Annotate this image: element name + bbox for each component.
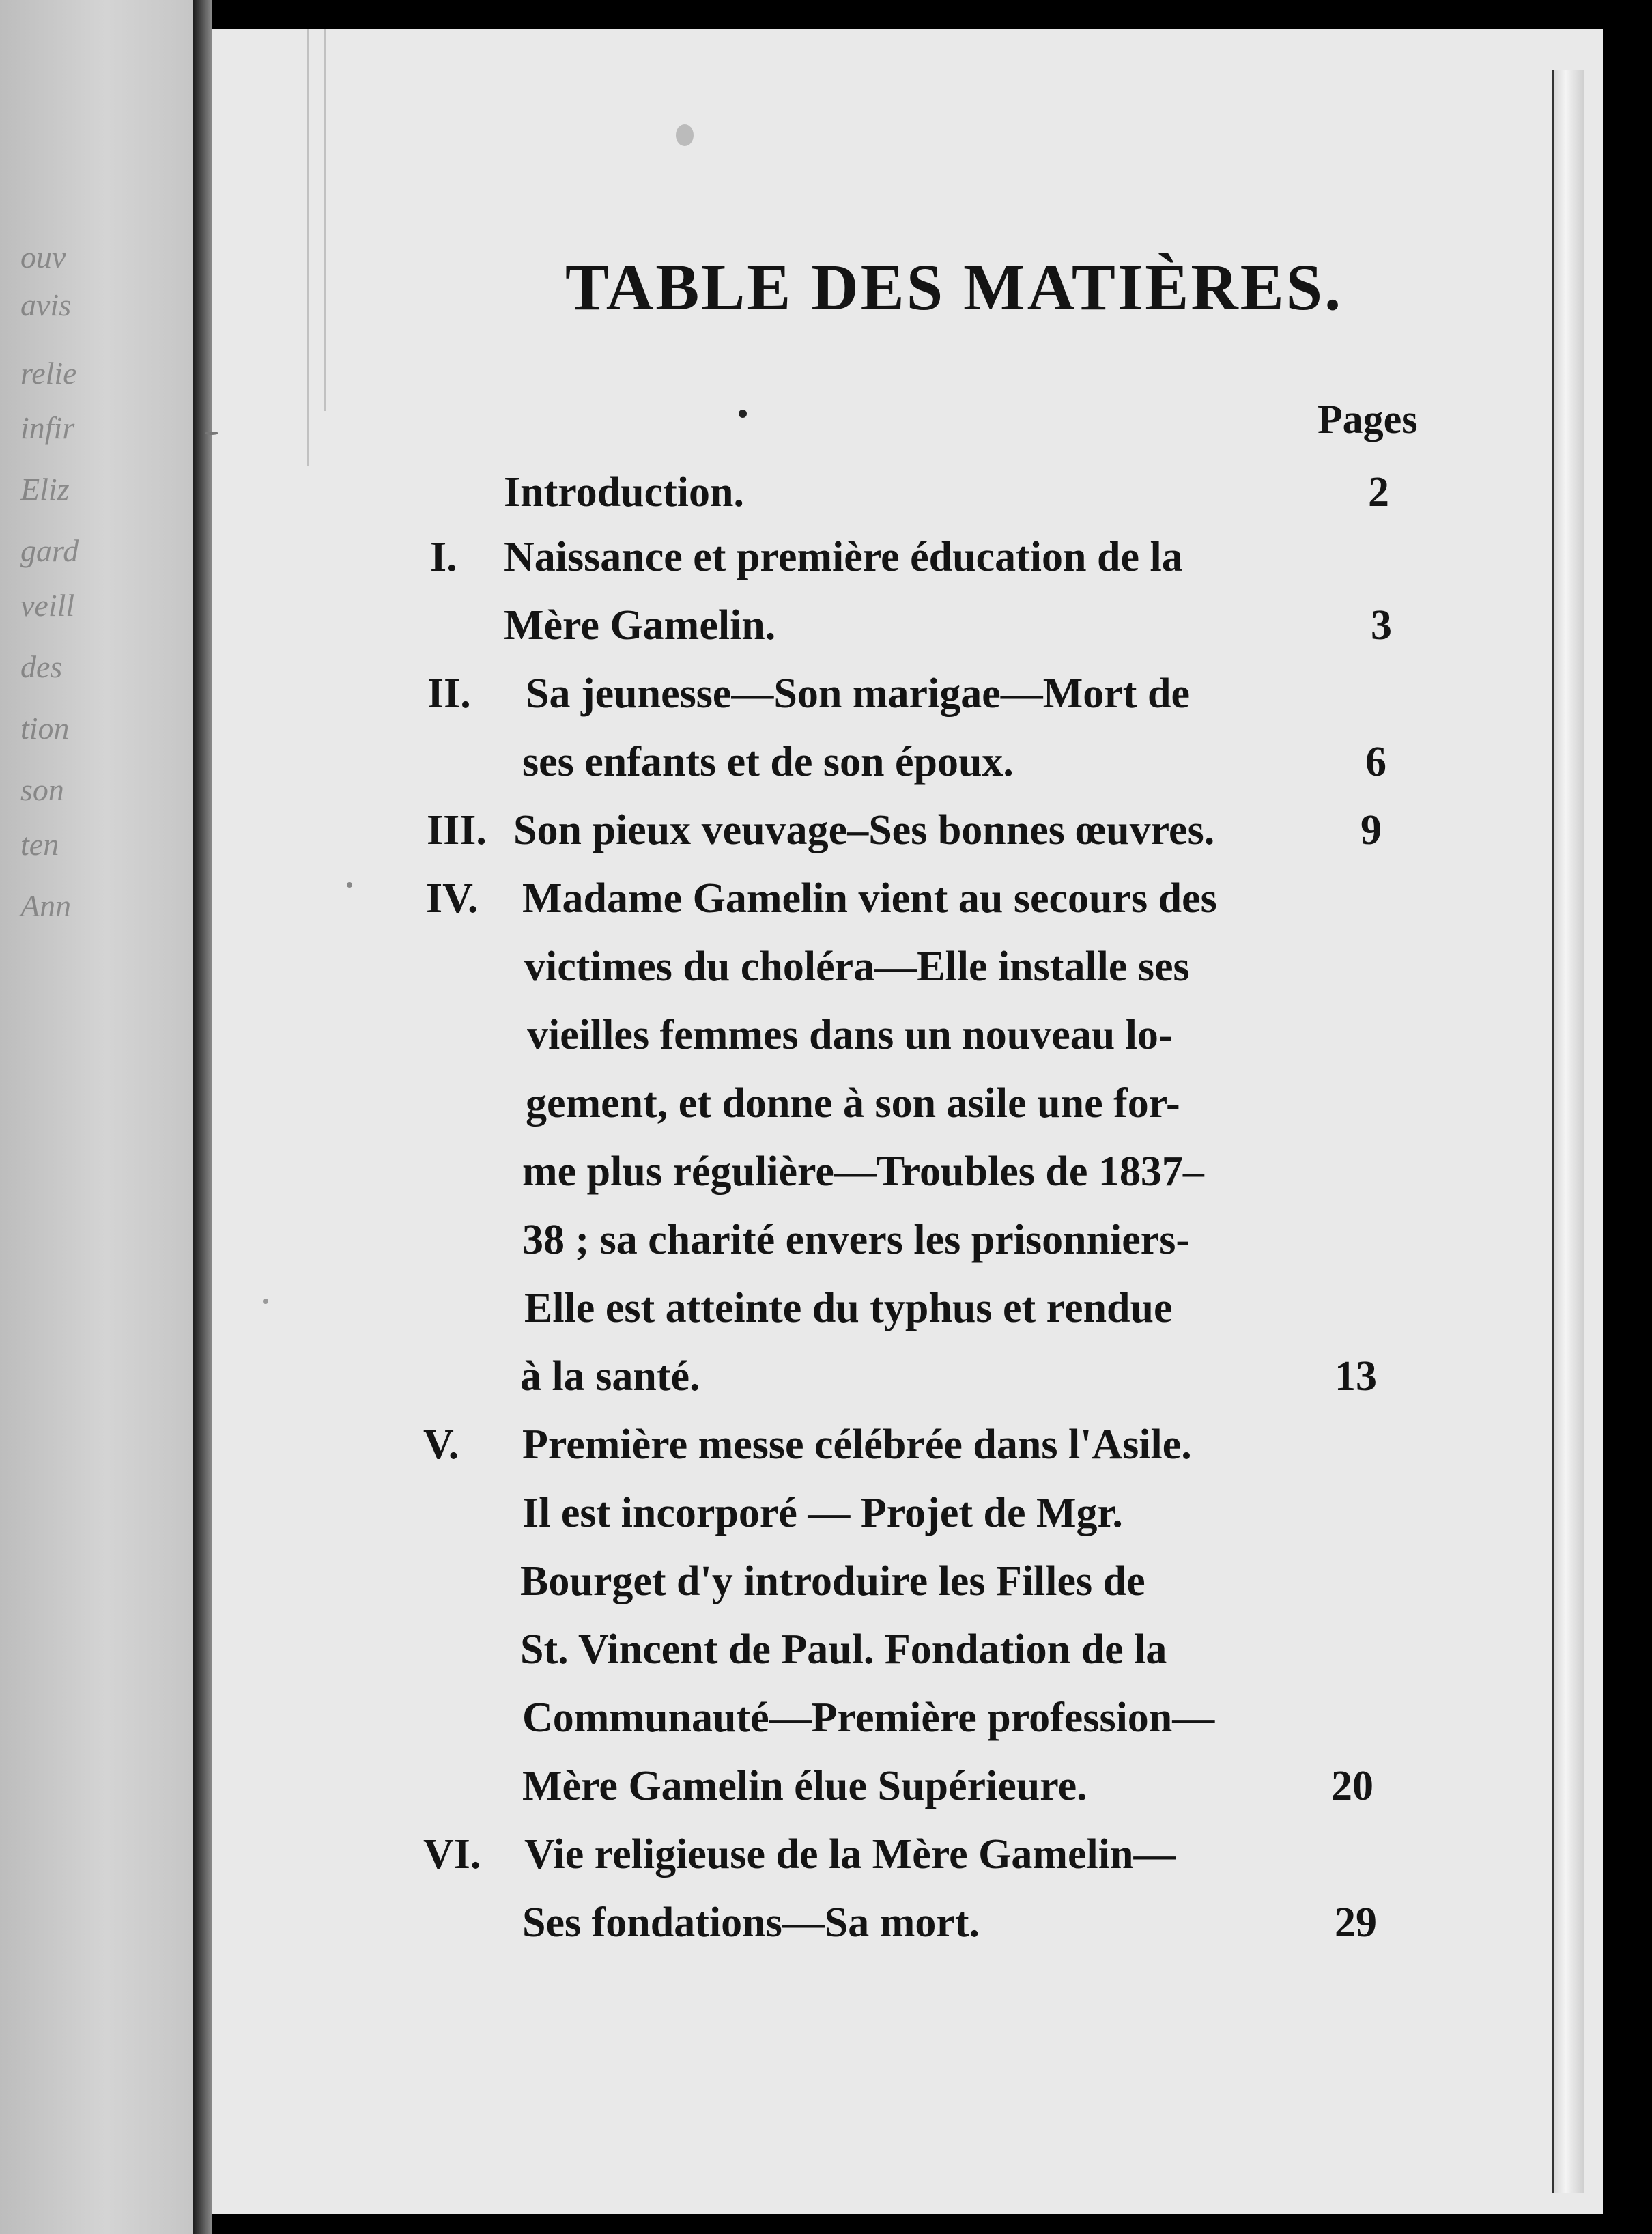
paper-speck bbox=[263, 1299, 268, 1304]
ink-dot bbox=[739, 410, 747, 418]
toc-entry-line: Première messe célébrée dans l'Asile. bbox=[522, 1422, 1192, 1468]
bleed-text: veill bbox=[20, 588, 75, 623]
page-title: TABLE DES MATIÈRES. bbox=[565, 251, 1343, 324]
toc-entry-line: gement, et donne à son asile une for- bbox=[526, 1080, 1180, 1127]
toc-entry-line: Madame Gamelin vient au secours des bbox=[522, 875, 1217, 922]
toc-page-number: 2 bbox=[1368, 469, 1389, 515]
toc-entry-line: Elle est atteinte du typhus et rendue bbox=[524, 1285, 1173, 1331]
bleed-text: ouv bbox=[20, 240, 66, 274]
toc-page-number: 29 bbox=[1335, 1899, 1377, 1946]
paper-speck bbox=[676, 124, 694, 146]
toc-entry-line: Mère Gamelin. bbox=[504, 602, 776, 649]
toc-entry-line: Mère Gamelin élue Supérieure. bbox=[522, 1763, 1087, 1809]
book-gutter bbox=[193, 0, 212, 2234]
page-edge bbox=[1552, 70, 1584, 2193]
toc-page-number: 20 bbox=[1331, 1763, 1373, 1809]
paper-speck bbox=[347, 882, 352, 888]
bleed-text: relie bbox=[20, 356, 77, 391]
bleed-text: avis bbox=[20, 287, 72, 322]
toc-chapter-number: IV. bbox=[426, 875, 479, 922]
bleed-text: Eliz bbox=[20, 472, 70, 507]
toc-chapter-number: V. bbox=[423, 1422, 459, 1468]
toc-chapter-number: II. bbox=[427, 670, 471, 717]
toc-entry-line: St. Vincent de Paul. Fondation de la bbox=[520, 1626, 1167, 1673]
toc-entry-line: Il est incorporé — Projet de Mgr. bbox=[522, 1490, 1123, 1536]
bleed-text: gard bbox=[20, 533, 79, 568]
toc-entry-line: Ses fondations—Sa mort. bbox=[522, 1899, 980, 1946]
toc-entry-line: 38 ; sa charité envers les prisonniers- bbox=[522, 1217, 1191, 1263]
toc-page-number: 6 bbox=[1365, 739, 1386, 785]
toc-chapter-number: III. bbox=[427, 807, 487, 853]
toc-entry-line: victimes du choléra—Elle installe ses bbox=[524, 944, 1190, 990]
bleed-text: infir bbox=[20, 410, 75, 445]
toc-entry-line: Son pieux veuvage–Ses bonnes œuvres. bbox=[513, 807, 1215, 853]
toc-chapter-number: VI. bbox=[423, 1831, 481, 1878]
toc-entry-line: à la santé. bbox=[520, 1353, 700, 1400]
facing-page bbox=[0, 0, 193, 2234]
bleed-text: Ann bbox=[20, 888, 72, 923]
bleed-text: ten bbox=[20, 827, 59, 862]
toc-entry-line: Sa jeunesse—Son marigae—Mort de bbox=[526, 670, 1190, 717]
pages-column-header: Pages bbox=[1318, 397, 1418, 442]
bleed-text: son bbox=[20, 772, 64, 807]
toc-chapter-number: I. bbox=[430, 534, 457, 580]
toc-page-number: 9 bbox=[1361, 807, 1382, 853]
toc-entry-line: Communauté—Première profession— bbox=[522, 1695, 1215, 1741]
toc-entry-line: ses enfants et de son époux. bbox=[522, 739, 1014, 785]
paper-crease bbox=[324, 29, 326, 411]
toc-page-number: 3 bbox=[1371, 602, 1392, 649]
toc-entry-line: Vie religieuse de la Mère Gamelin— bbox=[524, 1831, 1176, 1878]
toc-entry-line: Bourget d'y introduire les Filles de bbox=[520, 1558, 1145, 1604]
toc-entry-line: Introduction. bbox=[504, 469, 744, 515]
paper-crease bbox=[307, 29, 309, 466]
toc-entry-line: me plus régulière—Troubles de 1837– bbox=[522, 1148, 1204, 1195]
toc-page-number: 13 bbox=[1335, 1353, 1377, 1400]
bleed-text: tion bbox=[20, 711, 70, 746]
paper-speck bbox=[205, 432, 218, 435]
toc-entry-line: vieilles femmes dans un nouveau lo- bbox=[527, 1012, 1173, 1058]
bleed-text: des bbox=[20, 649, 63, 684]
toc-entry-line: Naissance et première éducation de la bbox=[504, 534, 1183, 580]
